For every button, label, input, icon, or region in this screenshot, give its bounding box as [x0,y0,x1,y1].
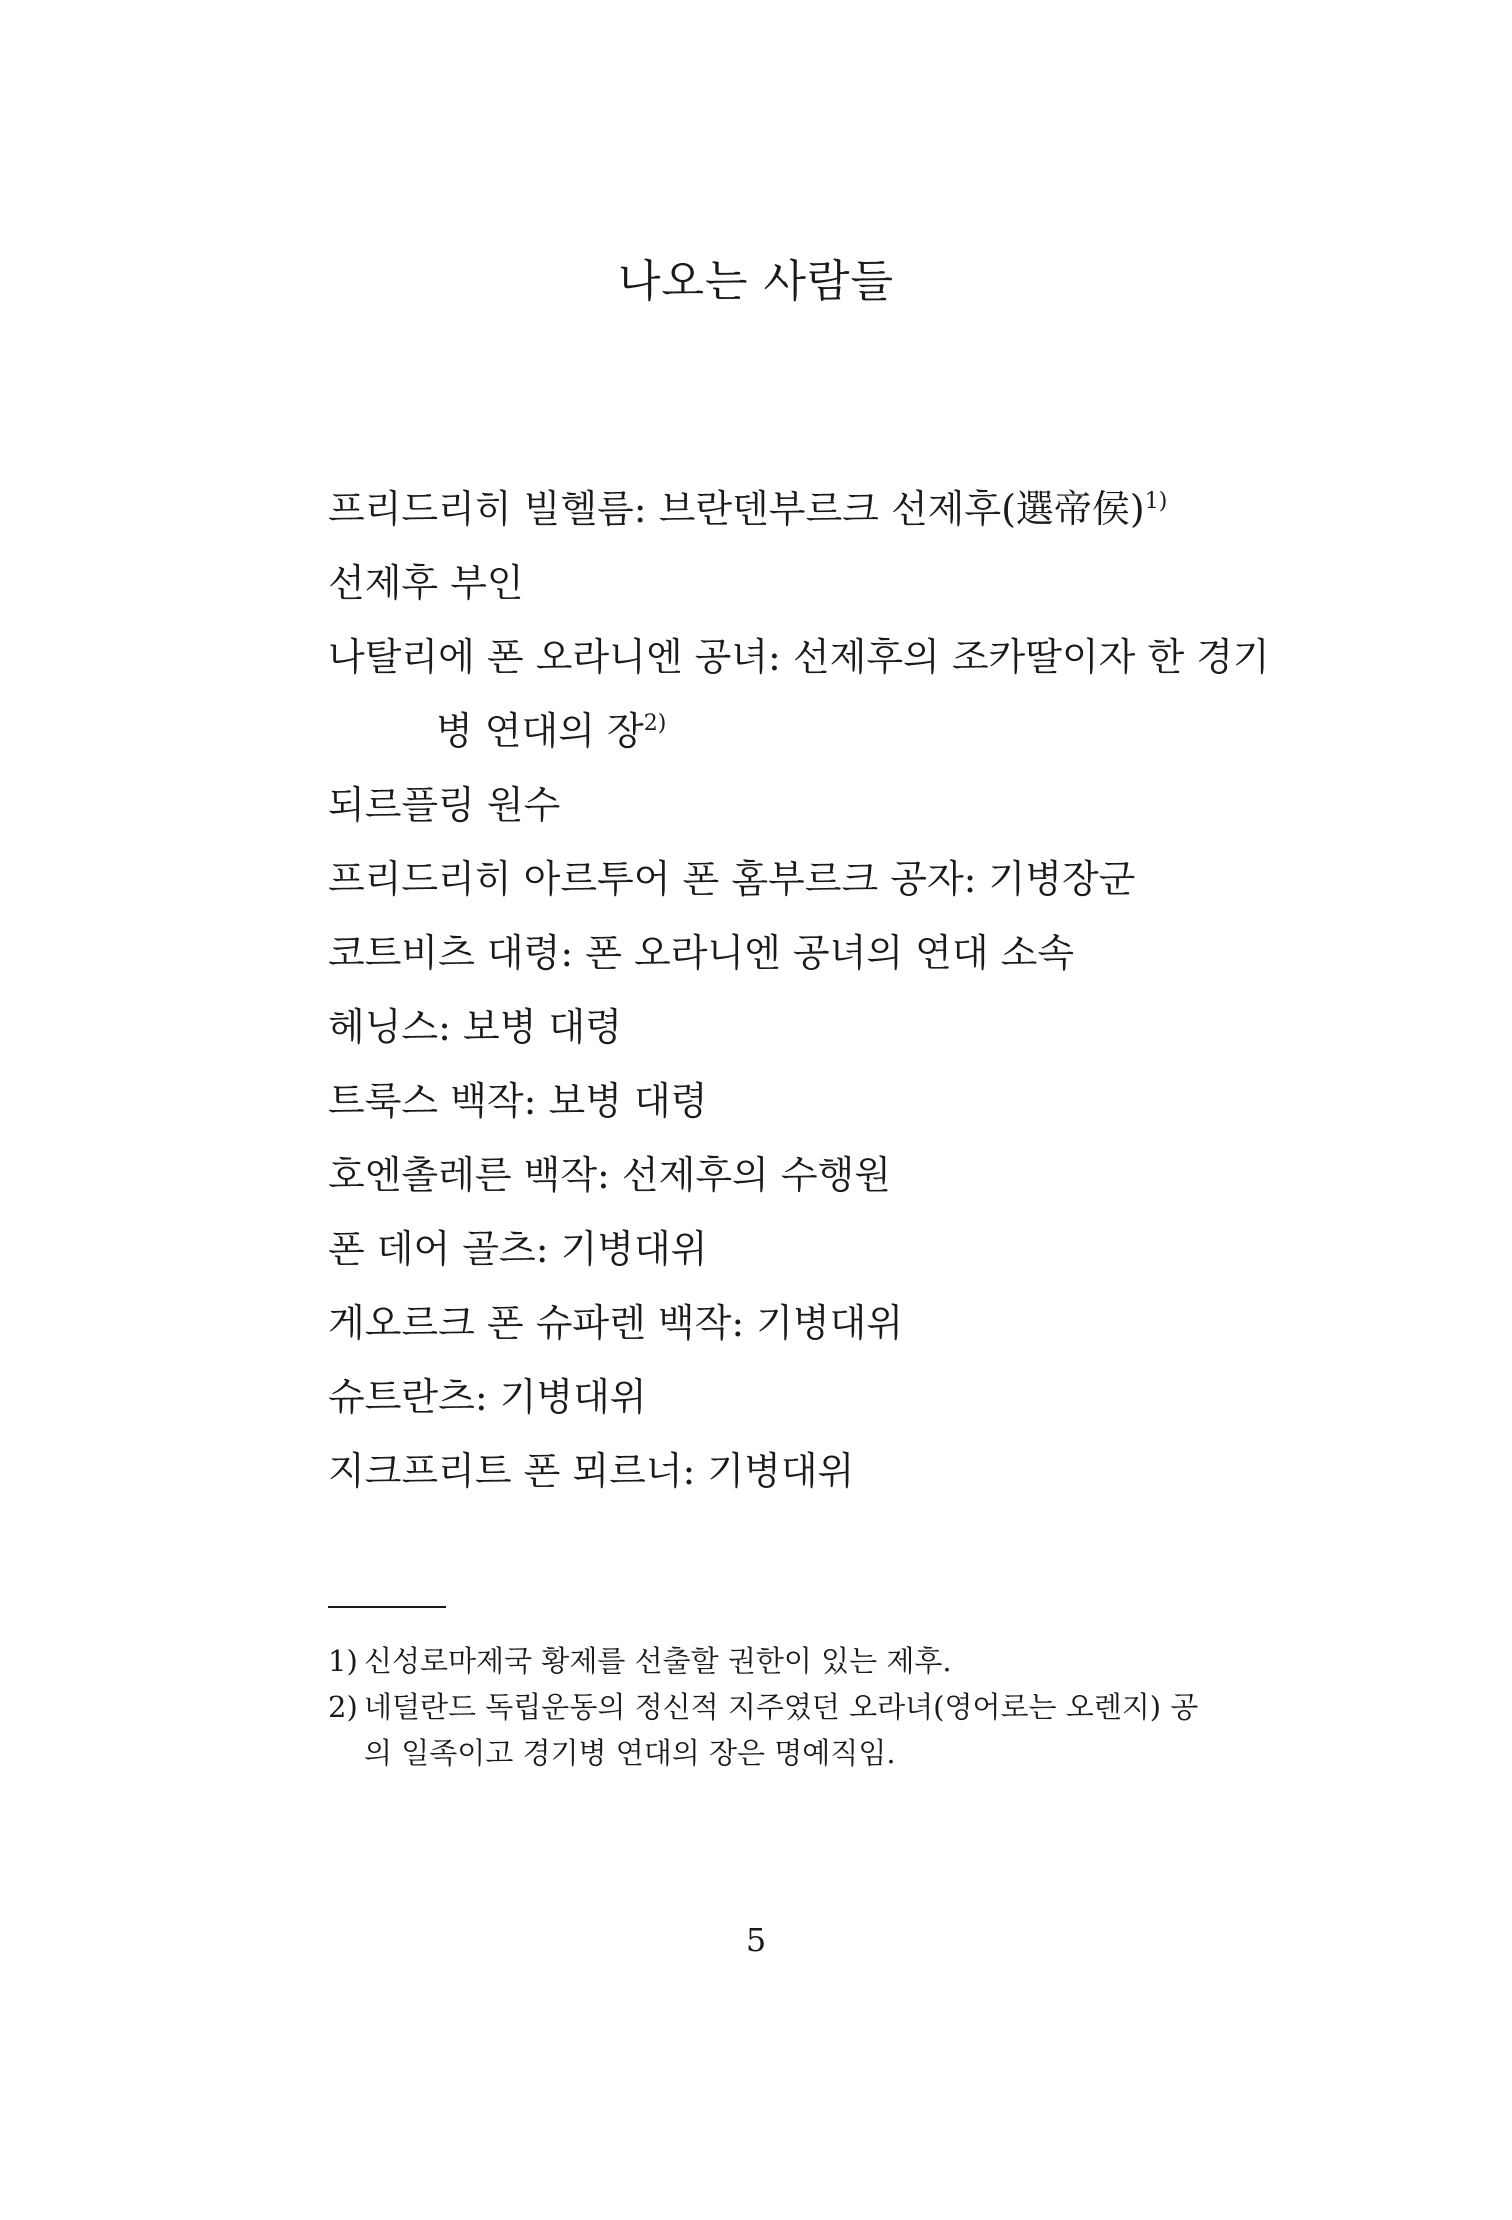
cast-item: 헤닝스: 보병 대령 [328,1005,622,1049]
footnote-text: 신성로마제국 황제를 선출할 권한이 있는 제후. [364,1644,952,1678]
cast-item-continuation: 병 연대의 장$^{2)}$ [436,709,667,753]
cast-item: 슈트란츠: 기병대위 [328,1375,647,1419]
cast-item: 호엔촐레른 백작: 선제후의 수행원 [328,1153,891,1197]
footnote-ref: 1) [1144,489,1168,514]
cast-item: 트룩스 백작: 보병 대령 [328,1079,708,1123]
cast-item: 프리드리히 아르투어 폰 홈부르크 공자: 기병장군 [328,857,1136,901]
footnote-number: 2) [328,1690,358,1724]
cast-list [328,472,1268,1508]
footnote [328,1684,1268,1730]
cast-item: 나탈리에 폰 오라니엔 공녀: 선제후의 조카딸이자 한 경기 [328,635,1270,679]
cast-item: 지크프리트 폰 뫼르너: 기병대위 [328,1449,855,1493]
page-number: 5 [745,1921,767,1959]
cast-item: 폰 데어 골츠: 기병대위 [328,1227,708,1271]
footnotes [328,1638,1268,1776]
footnote-text: 네덜란드 독립운동의 정신적 지주였던 오라녀(영어로는 오렌지) 공 [364,1690,1199,1724]
footnote [328,1638,1268,1684]
cast-item: 선제후 부인 [328,561,524,605]
footnote-ref: 2) [643,711,667,736]
cast-item: 프리드리히 빌헬름: 브란덴부르크 선제후(選帝侯)$^{1)}$ [328,487,1168,531]
cast-item: 되르플링 원수 [328,783,561,827]
footnote-text: 의 일족이고 경기병 연대의 장은 명예직임. [364,1736,896,1770]
cast-item: 코트비츠 대령: 폰 오라니엔 공녀의 연대 소속 [328,931,1075,975]
footnote-number: 1) [328,1644,358,1678]
footnote-continuation [328,1730,1268,1776]
page-title: 나오는 사람들 [617,256,894,307]
footnote-separator [328,1606,446,1608]
cast-item: 게오르크 폰 슈파렌 백작: 기병대위 [328,1301,904,1345]
